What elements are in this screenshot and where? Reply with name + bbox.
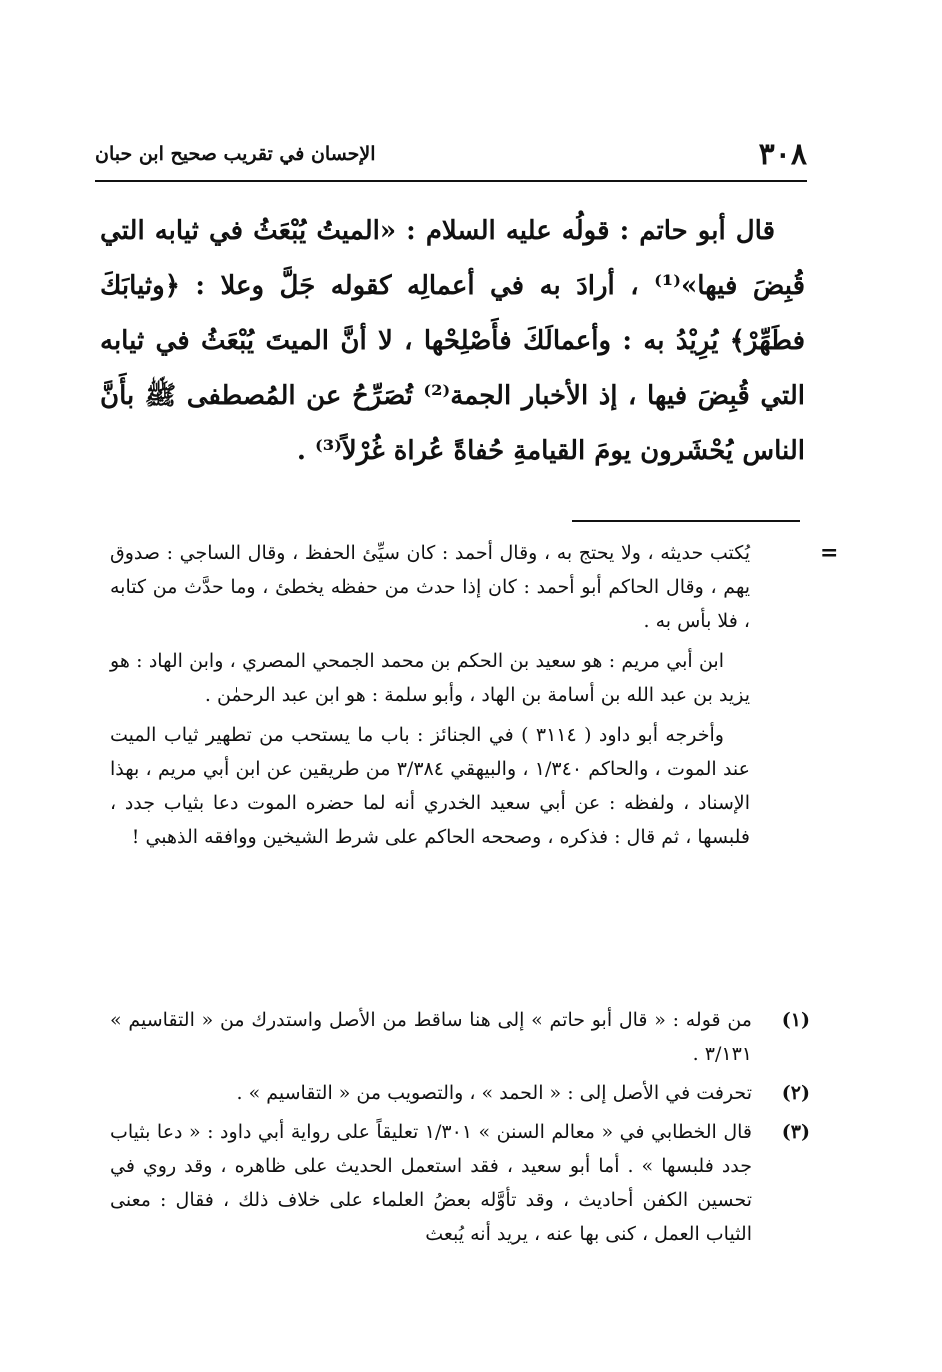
main-text <box>100 204 805 479</box>
continuation-mark: = <box>820 540 839 566</box>
page-number: ٣٠٨ <box>758 137 807 172</box>
footnote-text: من قوله : « قال أبو حاتم » إلى هنا ساقط من الأصل واستدرك من « التقاسيم » ٣/١٣١ . <box>110 1009 752 1065</box>
footnotes <box>110 1003 810 1256</box>
footnote-number: (١) <box>781 1009 810 1031</box>
continuation-paragraph: ابن أبي مريم : هو سعيد بن الحكم بن محمد الجمحي المصري ، وابن الهاد : هو يزيد بن عبد الله بن أسامة بن الهاد ، وأبو سلمة : هو ابن عبد الرحمٰن . <box>110 650 750 706</box>
continuation-paragraph: وأخرجه أبو داود ( ٣١١٤ ) في الجنائز : باب ما يستحب من تطهير ثياب الميت عند الموت ، والحاكم ١/٣٤٠ ، والبيهقي ٣/٣٨٤ من طريقين عن ابن أبي مريم ، بهذا الإسناد ، ولفظه : عن أبي سعيد الخدري أنه لما حضره الموت دعا بثياب جدد ، فلبسها ، ثم قال : فذكره ، وصححه الحاكم على شرط الشيخين ووافقه الذهبي ! <box>110 724 751 848</box>
footnote <box>110 1003 810 1071</box>
footnote <box>110 1115 810 1251</box>
book-title: الإحسان في تقريب صحيح ابن حبان <box>95 143 376 165</box>
main-paragraph: قال أبو حاتم : قولُه عليه السلام : «الميتُ يُبْعَثُ في ثيابه التي قُبِضَ فيها»⁽¹⁾ ، أرادَ به في أعمالِه كقوله جَلَّ وعلا : ﴿وثيابَكَ فطَهِّرْ﴾ يُرِيْدُ به : وأعمالَكَ فأَصْلِحْها ، لا أنَّ الميتَ يُبْعَثُ في ثيابه التي قُبِضَ فيها ، إذ الأخبار الجمة⁽²⁾ تُصَرِّحُ عن المُصطفى ﷺ بأَنَّ الناس يُحْشَرون يومَ القيامةِ حُفاةً عُراة غُرْلاً⁽³⁾ . <box>100 216 805 466</box>
header-rule <box>95 180 807 182</box>
footnote-number: (٣) <box>781 1121 810 1143</box>
footnote-text: تحرفت في الأصل إلى : « الحمد » ، والتصويب من « التقاسيم » . <box>236 1082 752 1104</box>
footnote <box>110 1076 810 1110</box>
footnote-text: قال الخطابي في « معالم السنن » ١/٣٠١ تعليقاً على رواية أبي داود : « دعا بثياب جدد فلبسها » . أما أبو سعيد ، فقد استعمل الحديث على ظاهره ، وقد روي في تحسين الكفن أحاديث ، وقد تأوَّله بعضُ العلماء على خلاف ذلك ، فقال : معنى الثياب العمل ، كنى بها عنه ، يريد أنه يُبعث <box>110 1121 753 1245</box>
footnote-separator <box>572 520 800 522</box>
footnote-continuation <box>110 536 750 860</box>
continuation-paragraph: يُكتب حديثه ، ولا يحتج به ، وقال أحمد : كان سيِّئ الحفظ ، وقال الساجي : صدوق يهم ، وقال الحاكم أبو أحمد : كان إذا حدث من حفظه يخطئ ، وما حدَّث من كتابه ، فلا بأس به . <box>110 542 750 632</box>
footnote-number: (٢) <box>781 1082 810 1104</box>
page-header <box>95 137 807 177</box>
